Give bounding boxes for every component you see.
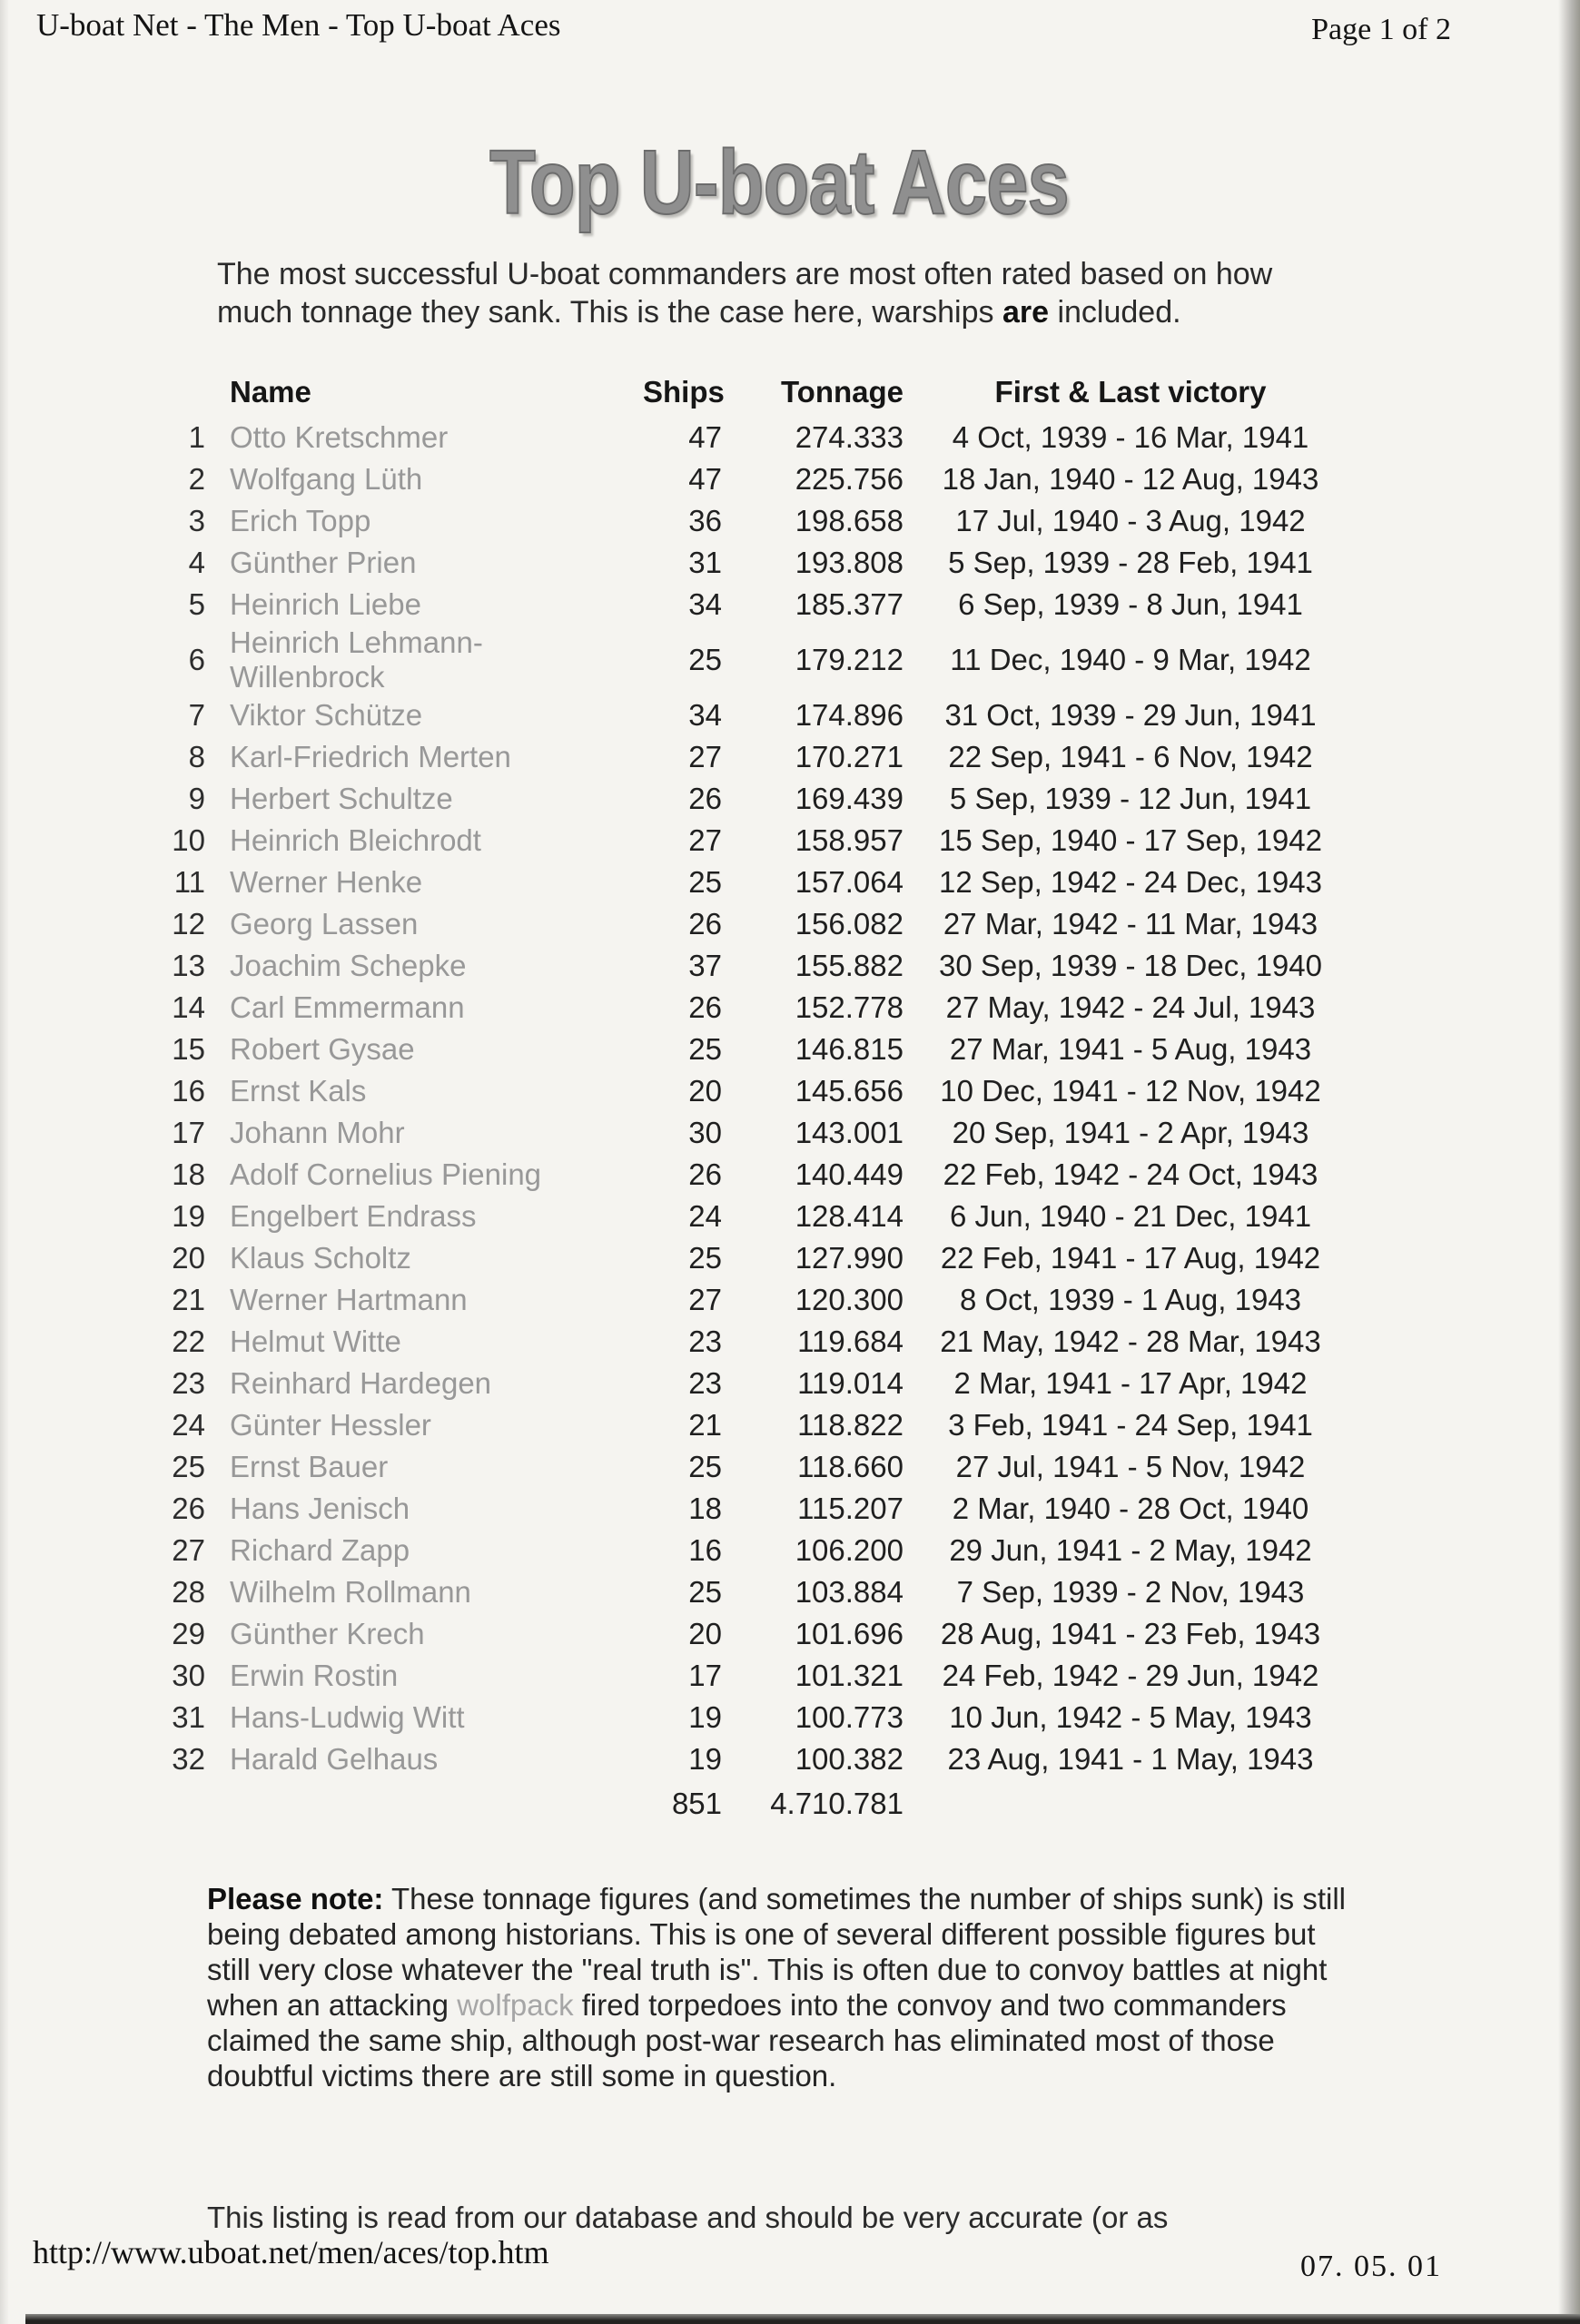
row-victory: 20 Sep, 1941 - 2 Apr, 1943 xyxy=(952,1116,1309,1149)
row-ships: 25 xyxy=(688,1032,722,1066)
row-rank: 10 xyxy=(172,823,205,857)
row-rank: 4 xyxy=(188,546,205,579)
row-victory: 29 Jun, 1941 - 2 May, 1942 xyxy=(949,1533,1312,1567)
table-row xyxy=(136,778,1358,820)
table-row xyxy=(136,862,1358,903)
table-total-row xyxy=(136,1780,1358,1827)
row-name: Johann Mohr xyxy=(230,1116,405,1149)
row-ships: 34 xyxy=(688,698,722,732)
col-header-victory: First & Last victory xyxy=(994,375,1267,409)
row-tonnage: 179.212 xyxy=(795,643,904,676)
row-ships: 26 xyxy=(688,990,722,1024)
row-name: Carl Emmermann xyxy=(230,990,465,1024)
row-ships: 25 xyxy=(688,1575,722,1609)
row-tonnage: 128.414 xyxy=(795,1199,904,1233)
table-body xyxy=(136,417,1358,1780)
row-ships: 21 xyxy=(688,1408,722,1442)
row-rank: 11 xyxy=(173,865,205,899)
table-row xyxy=(136,542,1358,584)
row-tonnage: 118.660 xyxy=(797,1450,904,1483)
row-tonnage: 119.684 xyxy=(797,1324,904,1358)
row-victory: 22 Feb, 1941 - 17 Aug, 1942 xyxy=(940,1241,1321,1275)
row-rank: 7 xyxy=(188,698,205,732)
row-victory: 22 Feb, 1942 - 24 Oct, 1943 xyxy=(943,1157,1318,1191)
wolfpack-link: wolfpack xyxy=(457,1988,574,2022)
row-rank: 25 xyxy=(172,1450,205,1483)
row-victory: 10 Dec, 1941 - 12 Nov, 1942 xyxy=(940,1074,1321,1108)
row-victory: 30 Sep, 1939 - 18 Dec, 1940 xyxy=(939,949,1322,982)
table-row xyxy=(136,417,1358,458)
row-ships: 25 xyxy=(688,865,722,899)
row-name: Reinhard Hardegen xyxy=(230,1366,492,1400)
row-tonnage: 145.656 xyxy=(795,1074,904,1108)
col-header-name: Name xyxy=(230,375,311,409)
row-victory: 6 Sep, 1939 - 8 Jun, 1941 xyxy=(958,587,1303,621)
row-name: Günter Hessler xyxy=(230,1408,431,1442)
row-rank: 6 xyxy=(188,643,205,676)
row-name: Otto Kretschmer xyxy=(230,420,449,454)
row-tonnage: 185.377 xyxy=(795,587,904,621)
scan-edge-bottom xyxy=(25,2314,1580,2324)
table-row xyxy=(136,1571,1358,1613)
row-rank: 24 xyxy=(172,1408,205,1442)
intro-line-1: The most successful U-boat commanders are most often rated based on how xyxy=(217,257,1273,291)
footer-date: 07. 05. 01 xyxy=(1300,2250,1442,2283)
row-rank: 20 xyxy=(172,1241,205,1275)
row-tonnage: 143.001 xyxy=(795,1116,904,1149)
row-ships: 26 xyxy=(688,907,722,940)
row-ships: 18 xyxy=(688,1492,722,1525)
row-tonnage: 198.658 xyxy=(795,504,904,537)
table-row xyxy=(136,694,1358,736)
col-header-ships: Ships xyxy=(643,375,725,409)
row-rank: 17 xyxy=(172,1116,205,1149)
row-victory: 27 Mar, 1942 - 11 Mar, 1943 xyxy=(943,907,1318,940)
row-name: Joachim Schepke xyxy=(230,949,467,982)
row-name: Wolfgang Lüth xyxy=(230,462,423,496)
row-name: Günther Krech xyxy=(230,1617,425,1650)
row-name: Heinrich Bleichrodt xyxy=(230,823,481,857)
note-paragraph xyxy=(207,1881,1349,2093)
row-tonnage: 146.815 xyxy=(795,1032,904,1066)
table-row xyxy=(136,1112,1358,1154)
row-rank: 5 xyxy=(188,587,205,621)
row-ships: 26 xyxy=(688,782,722,815)
row-rank: 9 xyxy=(188,782,205,815)
table-row xyxy=(136,1404,1358,1446)
table-row xyxy=(136,1363,1358,1404)
total-ships: 851 xyxy=(671,1787,722,1820)
row-tonnage: 118.822 xyxy=(797,1408,904,1442)
row-ships: 36 xyxy=(688,504,722,537)
row-tonnage: 170.271 xyxy=(795,740,904,773)
total-tonnage: 4.710.781 xyxy=(770,1787,904,1820)
row-name: Ernst Bauer xyxy=(230,1450,389,1483)
row-name: Günther Prien xyxy=(230,546,417,579)
row-name: Werner Hartmann xyxy=(230,1283,468,1316)
row-victory: 24 Feb, 1942 - 29 Jun, 1942 xyxy=(942,1659,1319,1692)
row-tonnage: 274.333 xyxy=(795,420,904,454)
row-victory: 10 Jun, 1942 - 5 May, 1943 xyxy=(949,1700,1312,1734)
row-tonnage: 158.957 xyxy=(795,823,904,857)
row-ships: 20 xyxy=(688,1074,722,1108)
row-name: Erwin Rostin xyxy=(230,1659,399,1692)
table-row xyxy=(136,736,1358,778)
row-victory: 27 Mar, 1941 - 5 Aug, 1943 xyxy=(949,1032,1312,1066)
scan-edge-left xyxy=(0,0,9,2324)
table-row xyxy=(136,1446,1358,1488)
row-rank: 28 xyxy=(172,1575,205,1609)
row-victory: 18 Jan, 1940 - 12 Aug, 1943 xyxy=(942,462,1319,496)
row-victory: 11 Dec, 1940 - 9 Mar, 1942 xyxy=(950,643,1311,676)
closing-line: This listing is read from our database and should be very accurate (or as xyxy=(207,2201,1169,2234)
row-victory: 28 Aug, 1941 - 23 Feb, 1943 xyxy=(940,1617,1321,1650)
row-name: Engelbert Endrass xyxy=(230,1199,477,1233)
row-tonnage: 100.773 xyxy=(795,1700,904,1734)
row-tonnage: 156.082 xyxy=(795,907,904,940)
row-tonnage: 101.321 xyxy=(795,1659,904,1692)
intro-bold-word: are xyxy=(1002,295,1050,330)
row-victory: 4 Oct, 1939 - 16 Mar, 1941 xyxy=(952,420,1309,454)
note-text-1: These tonnage figures (and sometimes the number of ships sunk) is still being debated among historians. This is one of several different possible figures but still very close whatever the "real truth is". This is often due to convoy battles at night when an attacking xyxy=(207,1882,1346,2022)
table-row xyxy=(136,1488,1358,1530)
row-tonnage: 115.207 xyxy=(797,1492,904,1525)
row-tonnage: 174.896 xyxy=(795,698,904,732)
intro-line-2-post: included. xyxy=(1049,295,1181,330)
aces-table xyxy=(136,368,1358,1827)
row-victory: 2 Mar, 1941 - 17 Apr, 1942 xyxy=(953,1366,1308,1400)
row-victory: 8 Oct, 1939 - 1 Aug, 1943 xyxy=(959,1283,1302,1316)
note-label: Please note: xyxy=(207,1882,384,1915)
row-name: Hans-Ludwig Witt xyxy=(230,1700,465,1734)
intro-line-2-pre: much tonnage they sank. This is the case here, warships xyxy=(217,295,1002,330)
row-rank: 18 xyxy=(172,1157,205,1191)
row-name: Klaus Scholtz xyxy=(230,1241,411,1275)
row-rank: 15 xyxy=(172,1032,205,1066)
row-ships: 17 xyxy=(688,1659,722,1692)
table-row xyxy=(136,1029,1358,1070)
row-ships: 47 xyxy=(688,462,722,496)
row-ships: 27 xyxy=(688,740,722,773)
row-tonnage: 103.884 xyxy=(795,1575,904,1609)
row-ships: 25 xyxy=(688,643,722,676)
row-ships: 27 xyxy=(688,823,722,857)
row-name: Robert Gysae xyxy=(230,1032,415,1066)
table-row xyxy=(136,1279,1358,1321)
row-ships: 19 xyxy=(688,1700,722,1734)
row-tonnage: 106.200 xyxy=(795,1533,904,1567)
footer-url: http://www.uboat.net/men/aces/top.htm xyxy=(33,2234,549,2270)
row-name: Helmut Witte xyxy=(230,1324,401,1358)
table-row xyxy=(136,1154,1358,1196)
row-rank: 22 xyxy=(172,1324,205,1358)
col-header-tonnage: Tonnage xyxy=(780,375,904,409)
table-row xyxy=(136,903,1358,945)
table-row xyxy=(136,458,1358,500)
row-name: Heinrich Liebe xyxy=(230,587,421,621)
row-name: Karl-Friedrich Merten xyxy=(230,740,511,773)
page-indicator: Page 1 of 2 xyxy=(1311,13,1451,46)
row-victory: 27 Jul, 1941 - 5 Nov, 1942 xyxy=(955,1450,1306,1483)
row-tonnage: 193.808 xyxy=(795,546,904,579)
row-tonnage: 157.064 xyxy=(795,865,904,899)
row-name: Viktor Schütze xyxy=(230,698,423,732)
row-rank: 31 xyxy=(172,1700,205,1734)
row-tonnage: 120.300 xyxy=(795,1283,904,1316)
row-ships: 47 xyxy=(688,420,722,454)
row-name: Ernst Kals xyxy=(230,1074,367,1108)
row-ships: 20 xyxy=(688,1617,722,1650)
row-rank: 2 xyxy=(188,462,205,496)
row-tonnage: 152.778 xyxy=(795,990,904,1024)
row-victory: 5 Sep, 1939 - 12 Jun, 1941 xyxy=(949,782,1312,815)
row-ships: 27 xyxy=(688,1283,722,1316)
row-victory: 5 Sep, 1939 - 28 Feb, 1941 xyxy=(948,546,1313,579)
row-ships: 25 xyxy=(688,1241,722,1275)
row-victory: 23 Aug, 1941 - 1 May, 1943 xyxy=(947,1742,1314,1776)
row-rank: 19 xyxy=(172,1199,205,1233)
table-row xyxy=(136,1613,1358,1655)
row-tonnage: 100.382 xyxy=(795,1742,904,1776)
row-ships: 37 xyxy=(688,949,722,982)
row-tonnage: 119.014 xyxy=(797,1366,904,1400)
table-row xyxy=(136,1321,1358,1363)
table-header-row xyxy=(136,368,1358,417)
row-name: Herbert Schultze xyxy=(230,782,453,815)
row-tonnage: 225.756 xyxy=(795,462,904,496)
intro-paragraph xyxy=(217,255,1307,331)
row-rank: 26 xyxy=(172,1492,205,1525)
breadcrumb: U-boat Net - The Men - Top U-boat Aces xyxy=(36,7,561,43)
row-victory: 31 Oct, 1939 - 29 Jun, 1941 xyxy=(944,698,1317,732)
row-ships: 16 xyxy=(688,1533,722,1567)
scan-edge-right xyxy=(1558,0,1580,2324)
row-ships: 23 xyxy=(688,1366,722,1400)
page-title: Top U-boat Aces xyxy=(489,132,1069,233)
row-victory: 12 Sep, 1942 - 24 Dec, 1943 xyxy=(939,865,1322,899)
row-tonnage: 155.882 xyxy=(795,949,904,982)
row-victory: 7 Sep, 1939 - 2 Nov, 1943 xyxy=(956,1575,1305,1609)
row-ships: 24 xyxy=(688,1199,722,1233)
row-name: Richard Zapp xyxy=(230,1533,410,1567)
table-row xyxy=(136,625,1358,694)
table-row xyxy=(136,987,1358,1029)
row-victory: 22 Sep, 1941 - 6 Nov, 1942 xyxy=(948,740,1313,773)
row-tonnage: 169.439 xyxy=(795,782,904,815)
row-ships: 30 xyxy=(688,1116,722,1149)
row-name: Werner Henke xyxy=(230,865,423,899)
row-ships: 23 xyxy=(688,1324,722,1358)
table-row xyxy=(136,500,1358,542)
row-rank: 21 xyxy=(172,1283,205,1316)
row-ships: 31 xyxy=(688,546,722,579)
row-victory: 27 May, 1942 - 24 Jul, 1943 xyxy=(945,990,1316,1024)
row-ships: 34 xyxy=(688,587,722,621)
row-victory: 3 Feb, 1941 - 24 Sep, 1941 xyxy=(948,1408,1313,1442)
row-rank: 13 xyxy=(172,949,205,982)
row-victory: 15 Sep, 1940 - 17 Sep, 1942 xyxy=(938,823,1322,857)
row-rank: 1 xyxy=(188,420,205,454)
row-rank: 29 xyxy=(172,1617,205,1650)
row-rank: 23 xyxy=(172,1366,205,1400)
table-row xyxy=(136,584,1358,625)
row-name: Adolf Cornelius Piening xyxy=(230,1157,542,1191)
row-victory: 6 Jun, 1940 - 21 Dec, 1941 xyxy=(949,1199,1312,1233)
row-tonnage: 101.696 xyxy=(795,1617,904,1650)
table-row xyxy=(136,1738,1358,1780)
row-ships: 19 xyxy=(688,1742,722,1776)
row-name: Hans Jenisch xyxy=(230,1492,410,1525)
row-victory: 2 Mar, 1940 - 28 Oct, 1940 xyxy=(952,1492,1309,1525)
row-name: Georg Lassen xyxy=(230,907,419,940)
row-rank: 3 xyxy=(188,504,205,537)
row-rank: 14 xyxy=(172,990,205,1024)
row-name: Harald Gelhaus xyxy=(230,1742,439,1776)
row-ships: 26 xyxy=(688,1157,722,1191)
row-victory: 21 May, 1942 - 28 Mar, 1943 xyxy=(940,1324,1321,1358)
table-row xyxy=(136,1237,1358,1279)
note-text-2: fired torpedoes into the convoy and two commanders claimed the same ship, although post-war research has eliminated most of those doubtful victims there are still some in question. xyxy=(207,1988,1287,2093)
table-row xyxy=(136,1196,1358,1237)
table-row xyxy=(136,1697,1358,1738)
row-tonnage: 140.449 xyxy=(795,1157,904,1191)
table-row xyxy=(136,1070,1358,1112)
table-row xyxy=(136,820,1358,862)
row-rank: 30 xyxy=(172,1659,205,1692)
row-rank: 27 xyxy=(172,1533,205,1567)
table-row xyxy=(136,945,1358,987)
row-rank: 32 xyxy=(172,1742,205,1776)
table-row xyxy=(136,1655,1358,1697)
row-ships: 25 xyxy=(688,1450,722,1483)
row-name: Erich Topp xyxy=(230,504,371,537)
row-tonnage: 127.990 xyxy=(795,1241,904,1275)
row-rank: 8 xyxy=(188,740,205,773)
row-victory: 17 Jul, 1940 - 3 Aug, 1942 xyxy=(955,504,1306,537)
row-rank: 12 xyxy=(172,907,205,940)
table-row xyxy=(136,1530,1358,1571)
row-rank: 16 xyxy=(172,1074,205,1108)
row-name: Heinrich Lehmann- Willenbrock xyxy=(230,625,483,694)
row-name: Wilhelm Rollmann xyxy=(230,1575,471,1609)
